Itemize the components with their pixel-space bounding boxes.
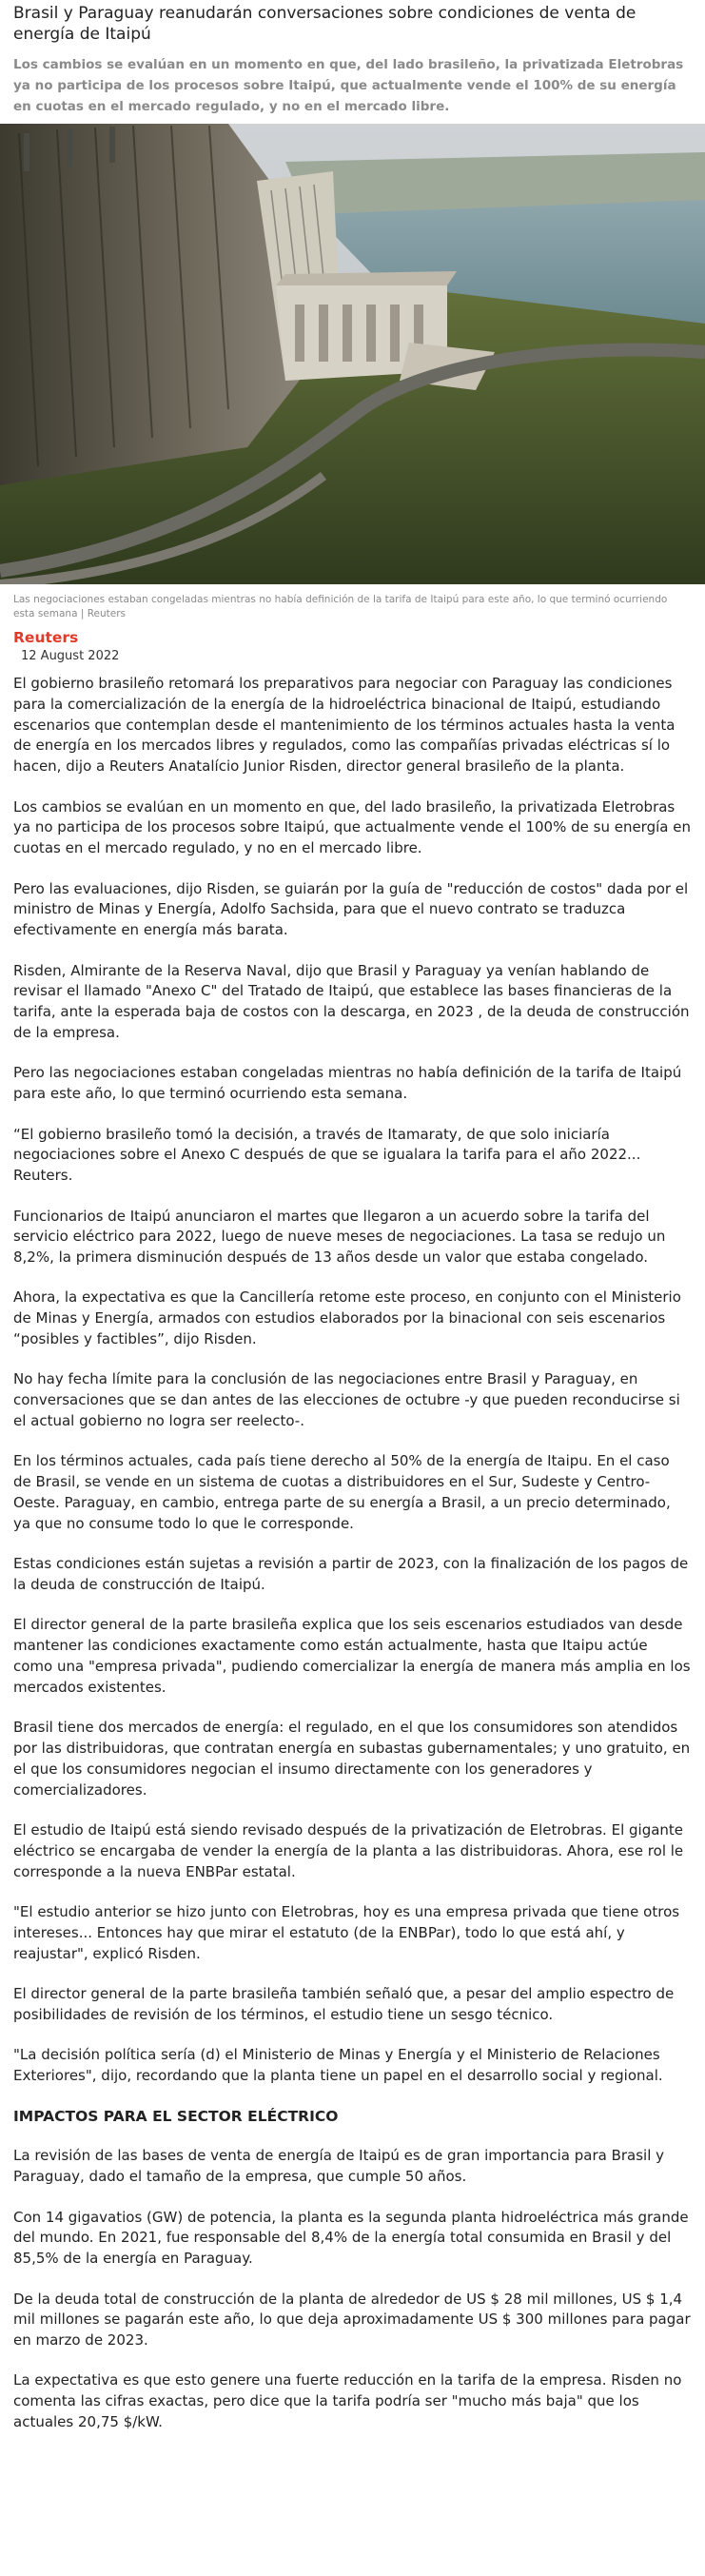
article-paragraph: Risden, Almirante de la Reserva Naval, dijo que Brasil y Paraguay ya venían hablando de revisar el llamado "Anexo C" del Tratado de Itaipú, que establece las bases financieras de la tarifa, ante la esperada baja de costos con la descarga, en 2023 , de la deuda de construcción de la empresa. xyxy=(13,961,690,1041)
itaipu-dam-photo xyxy=(0,124,705,584)
article-paragraph: “El gobierno brasileño tomó la decisión, a través de Itamaraty, de que solo iniciaría negociaciones sobre el Anexo C después de que se igualara la tarifa para el año 2022... Reuters. xyxy=(13,1125,641,1185)
article-paragraph: La expectativa es que esto genere una fuerte reducción en la tarifa de la empresa. Risden no comenta las cifras exactas, pero dice que la tarifa podría ser "mucho más baja" que los actuales 20,75 $/kW. xyxy=(13,2371,682,2431)
article-title: Brasil y Paraguay reanudarán conversaciones sobre condiciones de venta de energía de Itaipú xyxy=(13,4,636,44)
article-body xyxy=(13,674,691,2452)
source-link[interactable]: Reuters xyxy=(13,629,79,646)
article-subtitle: Los cambios se evalúan en un momento en que, del lado brasileño, la privatizada Eletrobras ya no participa de los procesos sobre Itaipú, que actualmente vende el 100% de su energía en cuotas en el mercado regulado, y no en el mercado libre. xyxy=(13,57,684,114)
section-heading: IMPACTOS PARA EL SECTOR ELÉCTRICO xyxy=(13,2108,339,2126)
article-paragraph: Los cambios se evalúan en un momento en que, del lado brasileño, la privatizada Eletrobras ya no participa de los procesos sobre Itaipú, que actualmente vende el 100% de su energía en cuotas en el mercado regulado, y no en el mercado libre. xyxy=(13,797,691,857)
article-paragraph: Pero las evaluaciones, dijo Risden, se guiarán por la guía de "reducción de costos" dada por el ministro de Minas y Energía, Adolfo Sachsida, para que el nuevo contrato se traduzca efectivamente en energía más barata. xyxy=(13,879,689,939)
article-paragraph: En los términos actuales, cada país tiene derecho al 50% de la energía de Itaipu. En el caso de Brasil, se vende en un sistema de cuotas a distribuidores en el Sur, Sudeste y Centro-Oeste. Paraguay, en cambio, entrega parte de su energía a Brasil, a un precio determinado, ya que no consume todo lo que le corresponde. xyxy=(13,1452,671,1532)
article-paragraph: Ahora, la expectativa es que la Cancillería retome este proceso, en conjunto con el Ministerio de Minas y Energía, armados con estudios elaborados por la binacional con seis escenarios “posibles y factibles”, dijo Risden. xyxy=(13,1288,681,1348)
article-paragraph: "La decisión política sería (d) el Ministerio de Minas y Energía y el Ministerio de Relaciones Exteriores", dijo, recordando que la planta tiene un papel en el desarrollo social y regional. xyxy=(13,2046,663,2084)
article-paragraph: La revisión de las bases de venta de energía de Itaipú es de gran importancia para Brasil y Paraguay, dado el tamaño de la empresa, que cumple 50 años. xyxy=(13,2147,665,2186)
article-paragraph: Funcionarios de Itaipú anunciaron el martes que llegaron a un acuerdo sobre la tarifa del servicio eléctrico para 2022, luego de nueve meses de negociaciones. La tasa se redujo un 8,2%, la primera disminución después de 13 años desde un valor que estaba congelado. xyxy=(13,1207,666,1267)
article-paragraph: El gobierno brasileño retomará los preparativos para negociar con Paraguay las condiciones para la comercialización de la energía de la hidroeléctrica binacional de Itaipú, estudiando escenarios que contemplan desde el mantenimiento de los términos actuales hasta la venta de energía en los mercados libres y regulados, como las compañías privadas eléctricas sí lo hacen, dijo a Reuters Anatalício Junior Risden, director general brasileño de la planta. xyxy=(13,675,676,776)
article-paragraph: De la deuda total de construcción de la planta de alrededor de US $ 28 mil millones, US $ 1,4 mil millones se pagarán este año, lo que deja aproximadamente US $ 300 millones para pagar en marzo de 2023. xyxy=(13,2290,691,2350)
article-paragraph: El estudio de Itaipú está siendo revisado después de la privatización de Eletrobras. El gigante eléctrico se encargaba de vender la energía de la planta a las distribuidoras. Ahora, ese rol le corresponde a la nueva ENBPar estatal. xyxy=(13,1820,684,1880)
article-paragraph: Pero las negociaciones estaban congeladas mientras no había definición de la tarifa de Itaipú para este año, lo que terminó ocurriendo esta semana. xyxy=(13,1064,682,1103)
article-paragraph: Estas condiciones están sujetas a revisión a partir de 2023, con la finalización de los pagos de la deuda de construcción de Itaipú. xyxy=(13,1555,689,1594)
article-paragraph: Con 14 gigavatios (GW) de potencia, la planta es la segunda planta hidroeléctrica más grande del mundo. En 2021, fue responsable del 8,4% de la energía total consumida en Brasil y del 85,5% de la energía en Paraguay. xyxy=(13,2208,689,2268)
article-paragraph: "El estudio anterior se hizo junto con Eletrobras, hoy es una empresa privada que tiene otros intereses... Entonces hay que mirar el estatuto (de la ENBPar), todo lo que está ahí, y reajustar", explicó Risden. xyxy=(13,1902,680,1962)
article-paragraph: Brasil tiene dos mercados de energía: el regulado, en el que los consumidores son atendidos por las distribuidoras, que contratan energía en subastas gubernamentales; y uno gratuito, en el que los consumidores negocian el insumo directamente con los generadores y comercializadores. xyxy=(13,1719,691,1799)
article-paragraph: El director general de la parte brasileña explica que los seis escenarios estudiados van desde mantener las condiciones exactamente como están actualmente, hasta que Itaipu actúe como una "empresa privada", pudiendo comercializar la energía de manera más amplia en los mercados existentes. xyxy=(13,1616,691,1696)
publish-date: 12 August 2022 xyxy=(21,649,120,663)
article-paragraph: No hay fecha límite para la conclusión de las negociaciones entre Brasil y Paraguay, en conversaciones que se dan antes de las elecciones de octubre -y que pueden reconducirse si el actual gobierno no logra ser reelecto-. xyxy=(13,1370,680,1430)
image-caption: Las negociaciones estaban congeladas mientras no había definición de la tarifa de Itaipú para este año, lo que terminó ocurriendo esta semana | Reuters xyxy=(13,594,668,619)
article-paragraph: El director general de la parte brasileña también señaló que, a pesar del amplio espectro de posibilidades de revisión de los términos, el estudio tiene un sesgo técnico. xyxy=(13,1984,675,2023)
